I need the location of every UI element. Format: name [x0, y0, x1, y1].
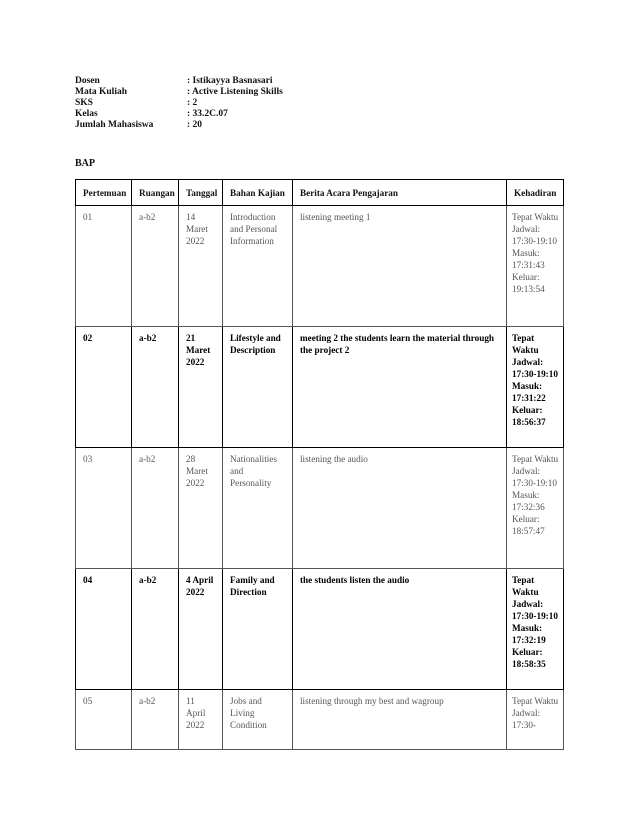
- cell-date: 4 April 2022: [179, 569, 223, 690]
- cell-attendance: Tepat Waktu Jadwal: 17:30-19:10 Masuk: 17:32:36 Keluar: 18:57:47: [507, 448, 564, 569]
- table-row: [76, 690, 564, 750]
- cell-meeting: 05: [76, 690, 132, 750]
- info-value: : Istikayya Basnasari: [187, 76, 273, 86]
- cell-room: a-b2: [132, 327, 179, 448]
- table-row: [76, 327, 564, 448]
- table-row: [76, 569, 564, 690]
- cell-attendance: Tepat Waktu Jadwal: 17:30-19:10 Masuk: 17:31:43 Keluar: 19:13:54: [507, 206, 564, 327]
- header-attendance: Kehadiran: [507, 180, 564, 206]
- info-label: Mata Kuliah: [75, 87, 127, 97]
- cell-room: a-b2: [132, 448, 179, 569]
- cell-report: the students listen the audio: [293, 569, 507, 690]
- cell-topic: Nationalities and Personality: [223, 448, 293, 569]
- info-value: : 20: [187, 120, 203, 130]
- header-topic: Bahan Kajian: [223, 180, 293, 206]
- cell-report: listening through my best and wagroup: [293, 690, 507, 750]
- info-row-course: [75, 87, 283, 98]
- info-row-credits: [75, 98, 283, 109]
- table-header-row: [76, 180, 564, 206]
- info-value: : Active Listening Skills: [187, 87, 283, 97]
- info-row-students: [75, 120, 283, 131]
- info-label: Dosen: [75, 76, 100, 86]
- bap-table: [75, 179, 564, 750]
- cell-date: 11 April 2022: [179, 690, 223, 750]
- table-row: [76, 206, 564, 327]
- info-row-class: [75, 109, 283, 120]
- info-label: Kelas: [75, 109, 98, 119]
- header-date: Tanggal: [179, 180, 223, 206]
- header-meeting: Pertemuan: [76, 180, 132, 206]
- table-row: [76, 448, 564, 569]
- cell-date: 14 Maret 2022: [179, 206, 223, 327]
- header-report: Berita Acara Pengajaran: [293, 180, 507, 206]
- cell-room: a-b2: [132, 206, 179, 327]
- info-value: : 2: [187, 98, 198, 108]
- cell-report: listening the audio: [293, 448, 507, 569]
- cell-meeting: 04: [76, 569, 132, 690]
- cell-meeting: 01: [76, 206, 132, 327]
- cell-meeting: 02: [76, 327, 132, 448]
- cell-attendance: Tepat Waktu Jadwal: 17:30-19:10 Masuk: 17:32:19 Keluar: 18:58:35: [507, 569, 564, 690]
- header-room: Ruangan: [132, 180, 179, 206]
- cell-topic: Family and Direction: [223, 569, 293, 690]
- info-label: SKS: [75, 98, 93, 108]
- info-row-lecturer: [75, 76, 283, 87]
- course-info: [75, 76, 283, 131]
- section-title: BAP: [75, 158, 95, 169]
- cell-date: 28 Maret 2022: [179, 448, 223, 569]
- cell-report: meeting 2 the students learn the material through the project 2: [293, 327, 507, 448]
- cell-meeting: 03: [76, 448, 132, 569]
- cell-attendance: Tepat Waktu Jadwal: 17:30-: [507, 690, 564, 750]
- cell-room: a-b2: [132, 569, 179, 690]
- cell-topic: Lifestyle and Description: [223, 327, 293, 448]
- cell-report: listening meeting 1: [293, 206, 507, 327]
- cell-date: 21 Maret 2022: [179, 327, 223, 448]
- info-label: Jumlah Mahasiswa: [75, 120, 154, 130]
- info-value: : 33.2C.07: [187, 109, 228, 119]
- cell-room: a-b2: [132, 690, 179, 750]
- cell-topic: Jobs and Living Condition: [223, 690, 293, 750]
- cell-topic: Introduction and Personal Information: [223, 206, 293, 327]
- cell-attendance: Tepat Waktu Jadwal: 17:30-19:10 Masuk: 17:31:22 Keluar: 18:56:37: [507, 327, 564, 448]
